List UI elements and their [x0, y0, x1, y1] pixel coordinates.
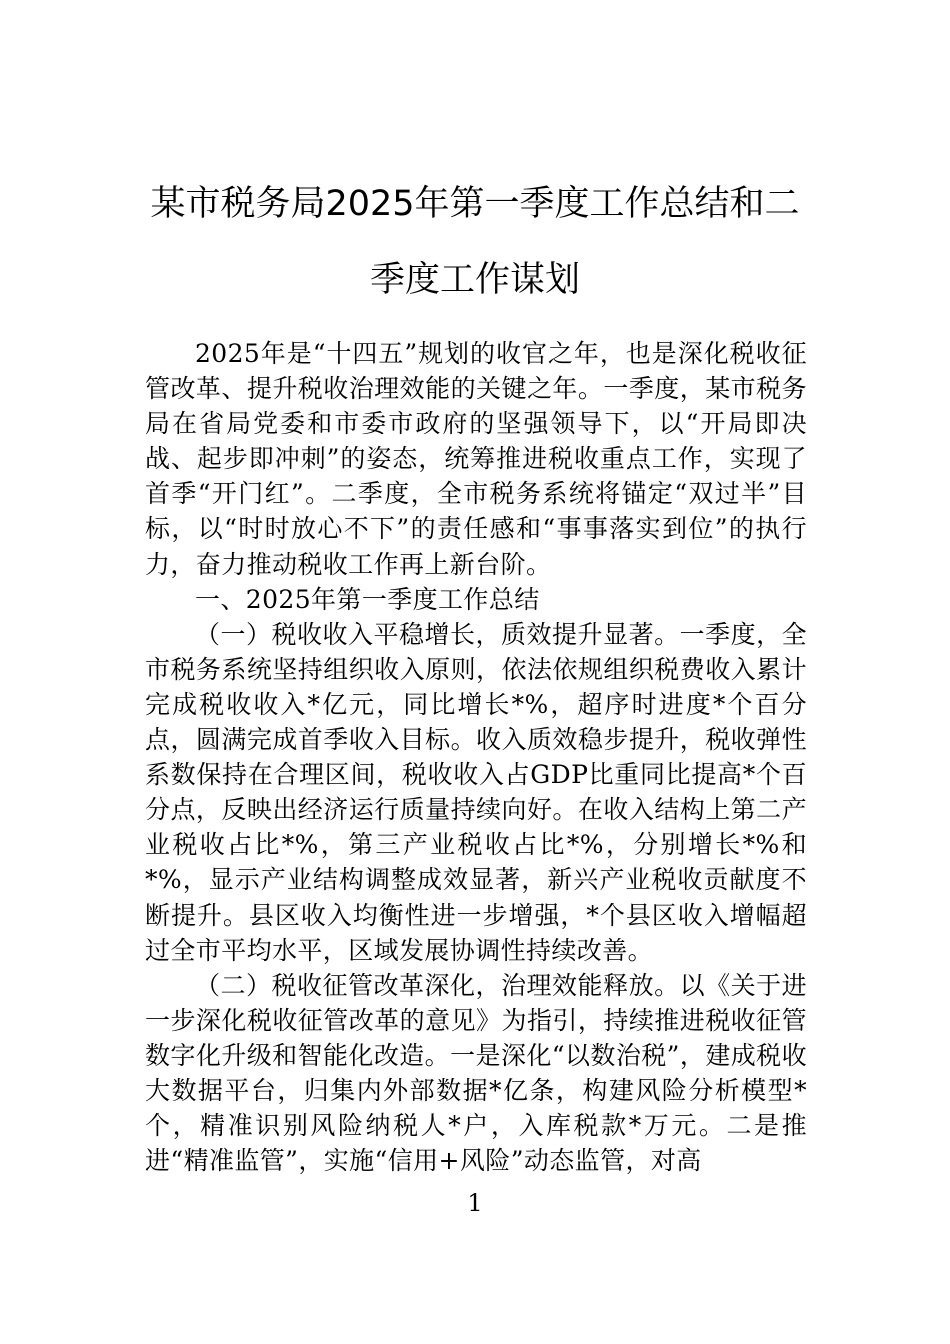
paragraph-revenue: （一）税收收入平稳增长，质效提升显著。一季度，全市税务系统坚持组织收入原则，依法依规组织税费收入累计完成税收收入*亿元，同比增长*%，超序时进度*个百分点，圆满完成首季收入目标。收入质效稳步提升，税收弹性系数保持在合理区间，税收收入占GDP比重同比提高*个百分点，反映出经济运行质量持续向好。在收入结构上第二产业税收占比*%，第三产业税收占比*%，分别增长*%和*%，显示产业结构调整成效显著，新兴产业税收贡献度不断提升。县区收入均衡性进一步增强，*个县区收入增幅超过全市平均水平，区域发展协调性持续改善。	[145, 619, 807, 965]
intro-paragraph: 2025年是“十四五”规划的收官之年，也是深化税收征管改革、提升税收治理效能的关键之年。一季度，某市税务局在省局党委和市委市政府的坚强领导下，以“开局即决战、起步即冲刺”的姿态，统筹推进税收重点工作，实现了首季“开门红”。二季度，全市税务系统将锚定“双过半”目标，以“时时放心不下”的责任感和“事事落实到位”的执行力，奋力推动税收工作再上新台阶。	[145, 339, 807, 579]
title-line-1: 某市税务局2025年第一季度工作总结和二	[150, 184, 800, 224]
title-line-2: 季度工作谋划	[369, 260, 580, 300]
document-title	[120, 166, 830, 318]
section-heading: 一、2025年第一季度工作总结	[195, 584, 540, 614]
paragraph-reform: （二）税收征管改革深化，治理效能释放。以《关于进一步深化税收征管改革的意见》为指引，持续推进税收征管数字化升级和智能化改造。一是深化“以数治税”，建成税收大数据平台，归集内外部数据*亿条，构建风险分析模型*个，精准识别风险纳税人*户，入库税款*万元。二是推进“精准监管”，实施“信用+风险”动态监管，对高	[145, 970, 807, 1176]
page-number: 1	[467, 1189, 483, 1217]
document-body	[145, 336, 807, 1178]
